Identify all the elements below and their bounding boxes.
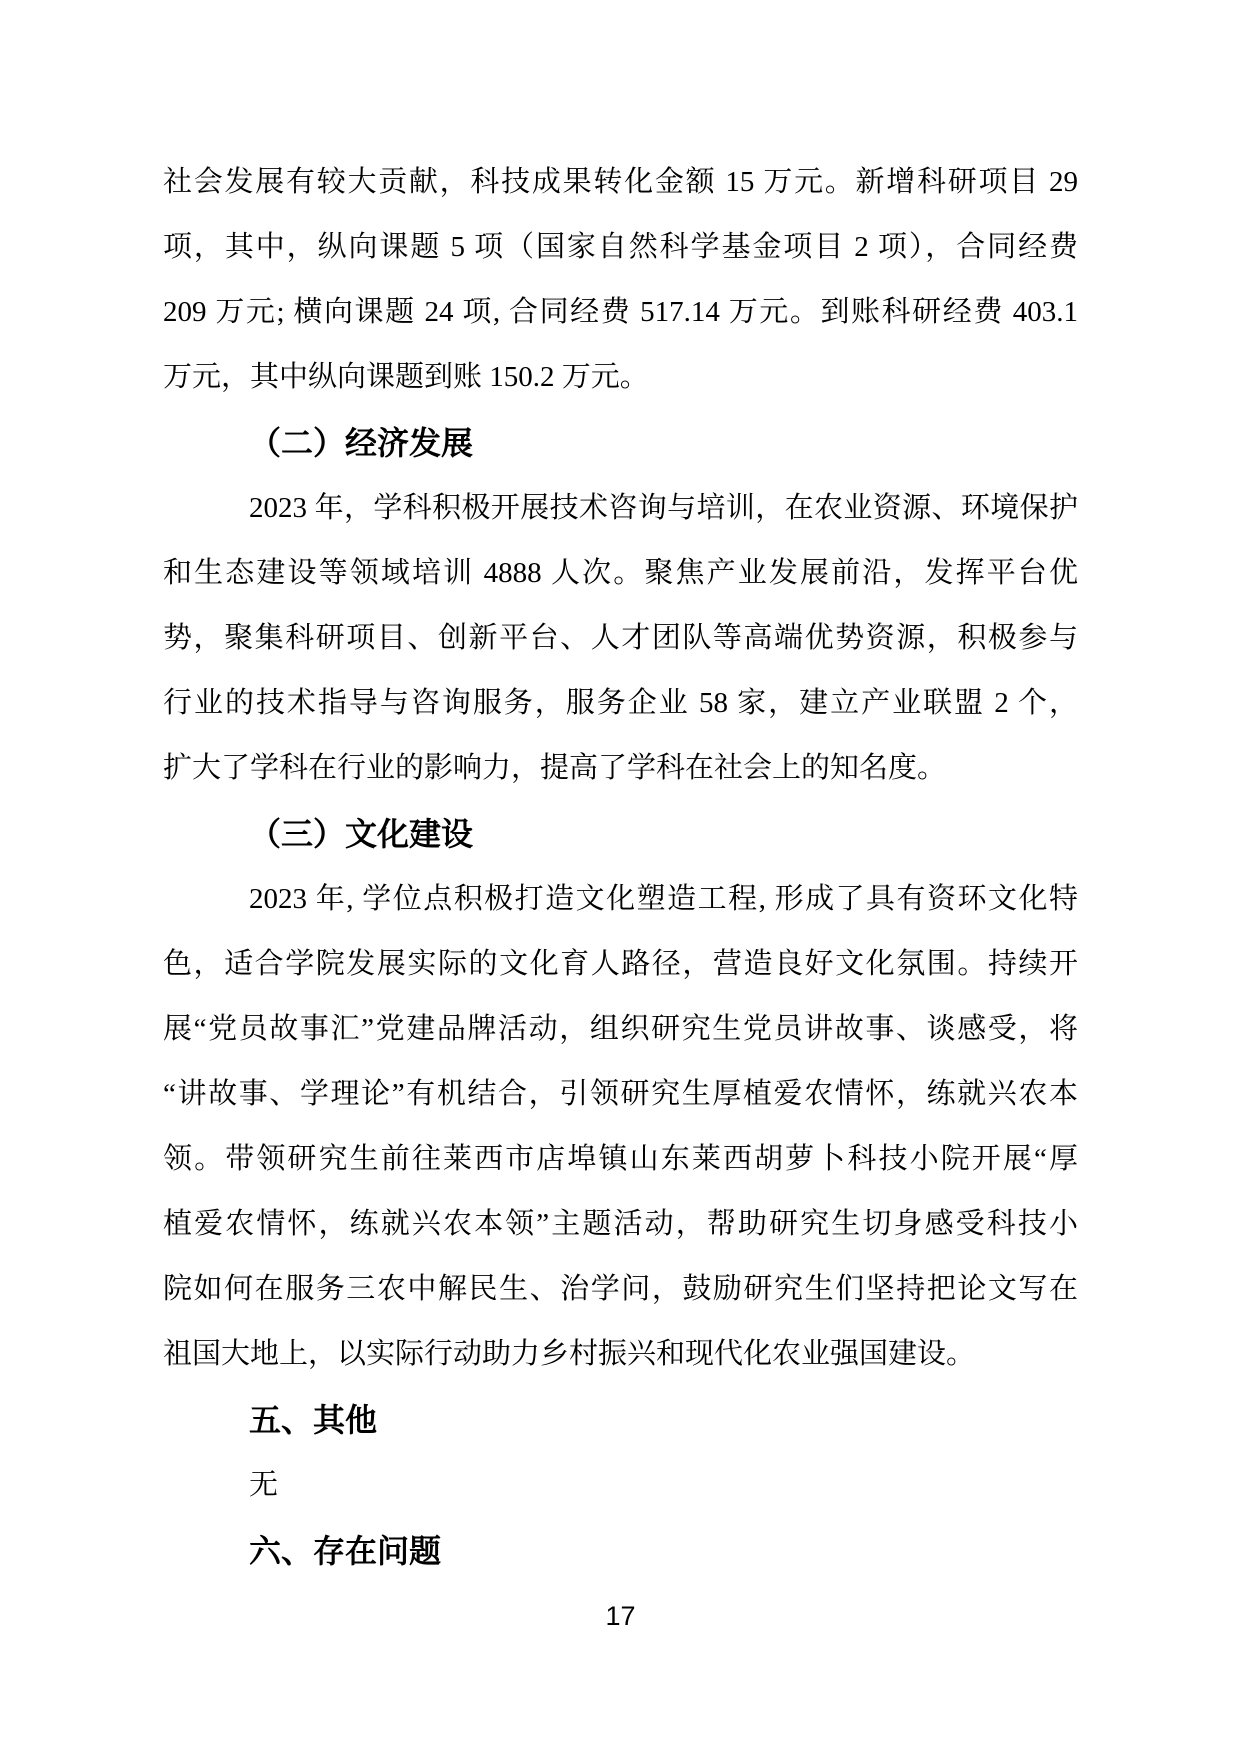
text-line: 项，其中，纵向课题 5 项（国家自然科学基金项目 2 项），合同经费 <box>163 231 1078 263</box>
text-line: “讲故事、学理论”有机结合，引领研究生厚植爱农情怀，练就兴农本 <box>163 1078 1078 1110</box>
text-line: 扩大了学科在行业的影响力，提高了学科在社会上的知名度。 <box>163 752 947 784</box>
page-number: 17 <box>605 1601 636 1631</box>
text-line: 祖国大地上，以实际行动助力乡村振兴和现代化农业强国建设。 <box>163 1338 976 1370</box>
page-content <box>163 150 1078 1648</box>
paragraph-culture-building <box>163 867 1078 1387</box>
text-line: 2023 年, 学位点积极打造文化塑造工程, 形成了具有资环文化特 <box>249 883 1078 915</box>
heading-culture-building: （三）文化建设 <box>249 816 474 852</box>
text-line: 2023 年，学科积极开展技术咨询与培训，在农业资源、环境保护 <box>249 492 1078 524</box>
heading-existing-problems: 六、存在问题 <box>249 1533 442 1569</box>
paragraph-economic-development <box>163 476 1078 801</box>
text-line: 领。带领研究生前往莱西市店埠镇山东莱西胡萝卜科技小院开展“厚 <box>163 1143 1078 1175</box>
text-line: 行业的技术指导与咨询服务，服务企业 58 家，建立产业联盟 2 个， <box>163 687 1078 719</box>
text-line: 展“党员故事汇”党建品牌活动，组织研究生党员讲故事、谈感受，将 <box>163 1013 1078 1045</box>
text-line: 社会发展有较大贡献，科技成果转化金额 15 万元。新增科研项目 29 <box>163 166 1078 198</box>
text-line: 和生态建设等领域培训 4888 人次。聚焦产业发展前沿，发挥平台优 <box>163 557 1078 589</box>
heading-economic-development: （二）经济发展 <box>249 425 474 461</box>
text-line: 势，聚集科研项目、创新平台、人才团队等高端优势资源，积极参与 <box>163 622 1078 654</box>
text-line: 植爱农情怀，练就兴农本领”主题活动，帮助研究生切身感受科技小 <box>163 1208 1078 1240</box>
text-line: 万元，其中纵向课题到账 150.2 万元。 <box>163 361 649 393</box>
text-line: 209 万元; 横向课题 24 项, 合同经费 517.14 万元。到账科研经费 403.1 <box>163 296 1078 328</box>
text-line: 院如何在服务三农中解民生、治学问，鼓励研究生们坚持把论文写在 <box>163 1273 1078 1305</box>
paragraph-research-projects <box>163 150 1078 410</box>
page-footer <box>163 1584 1078 1648</box>
text-line: 无 <box>249 1469 279 1501</box>
heading-other: 五、其他 <box>249 1402 378 1438</box>
paragraph-other-none <box>163 1453 1078 1518</box>
text-line: 色，适合学院发展实际的文化育人路径，营造良好文化氛围。持续开 <box>163 948 1078 980</box>
